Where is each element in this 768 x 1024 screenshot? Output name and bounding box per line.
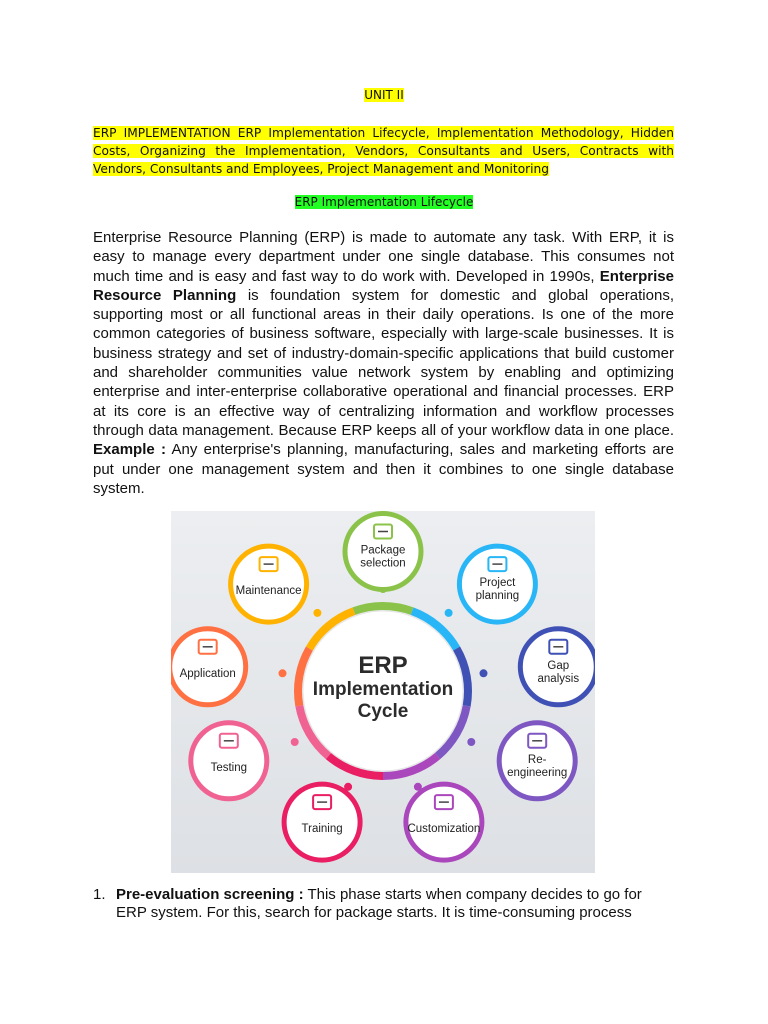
cycle-connector-dot	[467, 738, 475, 746]
cycle-node-label: Re-	[527, 753, 547, 766]
para-lead: Enterprise Resource Planning (ERP) i	[93, 229, 356, 246]
cycle-node-label: Maintenance	[235, 585, 302, 598]
cycle-node-label: Testing	[210, 761, 248, 774]
cycle-node	[467, 723, 575, 799]
cycle-node-label: planning	[475, 590, 520, 603]
cycle-node	[171, 629, 287, 705]
topics-list	[93, 124, 674, 178]
list-item-number: 1.	[93, 886, 106, 903]
cycle-node	[284, 783, 360, 860]
para-body-2: is foundation system for domestic and global operations, supporting most or all functional areas in their daily operations. Is one of the more common categories of business software, especially with large-scale businesses. It is business strategy and set of industry-domain-specific applications that build customer and shareholder communities value network system by enabling and optimizing enterprise and inter-enterprise collaborative operational and financial processes. ERP at its core is an effective way of centralizing information and workflow processes through data management. Because ERP keeps all of your workflow data in one place.	[93, 286, 674, 439]
cycle-node-label: engineering	[507, 766, 568, 779]
list-item-text: This phase starts when company decides to go for ERP system. For this, search for package starts. It is time-consuming process	[116, 886, 642, 921]
cycle-node-label: Project	[479, 577, 516, 590]
cycle-node	[345, 514, 421, 594]
cycle-node-label: Package	[360, 544, 406, 557]
cycle-connector-dot	[313, 609, 321, 617]
cycle-center-label: Implementation	[312, 679, 454, 700]
cycle-node	[480, 629, 596, 705]
section-title-text: ERP Implementation Lifecycle	[294, 195, 474, 209]
cycle-connector-dot	[480, 669, 488, 677]
cycle-ring-segment	[354, 606, 412, 611]
para-body-3: Any enterprise's planning, manufacturing, sales and marketing efforts are put under one management system and then it combines to one single database system.	[93, 441, 674, 497]
cycle-node-label: Gap	[547, 659, 570, 672]
list-item-title: Pre-evaluation screening :	[116, 886, 304, 903]
cycle-node-label: Customization	[407, 823, 481, 836]
cycle-center-label: ERP	[358, 652, 408, 679]
topics-text: ERP IMPLEMENTATION ERP Implementation Lifecycle, Implementation Methodology, Hidden Costs, Organizing the Implementation, Vendors, Consultants and Users, Contracts with Vendors, Consultants and Employees, Project Management and Monitoring	[93, 126, 674, 176]
cycle-node	[445, 546, 536, 622]
unit-heading-text: UNIT II	[364, 88, 404, 102]
cycle-center-label: Cycle	[357, 701, 409, 722]
unit-heading	[0, 88, 768, 102]
cycle-node	[231, 546, 322, 622]
cycle-node-label: analysis	[537, 672, 580, 685]
para-example-label: Example :	[93, 441, 167, 459]
list-item	[93, 886, 674, 921]
intro-paragraph	[93, 228, 674, 498]
erp-cycle-diagram	[171, 511, 595, 873]
cycle-connector-dot	[291, 738, 299, 746]
cycle-node-label: Application	[179, 667, 236, 680]
para-body-1: s made to automate any task. With ERP, it is easy to manage every department under one single database. This consumes not much time and is easy and fast way to do work with. Developed in 1990s,	[93, 229, 674, 285]
cycle-connector-dot	[445, 609, 453, 617]
cycle-node	[191, 723, 299, 799]
erp-cycle-figure	[171, 511, 595, 873]
section-title	[0, 195, 768, 209]
numbered-list	[93, 886, 674, 921]
cycle-connector-dot	[279, 669, 287, 677]
cycle-node	[406, 783, 482, 860]
para-bold-term: Enterprise Resource Planning	[93, 267, 674, 304]
list-item-body	[116, 886, 674, 921]
cycle-node-label: Training	[301, 823, 343, 836]
cycle-node-label: selection	[360, 557, 406, 570]
